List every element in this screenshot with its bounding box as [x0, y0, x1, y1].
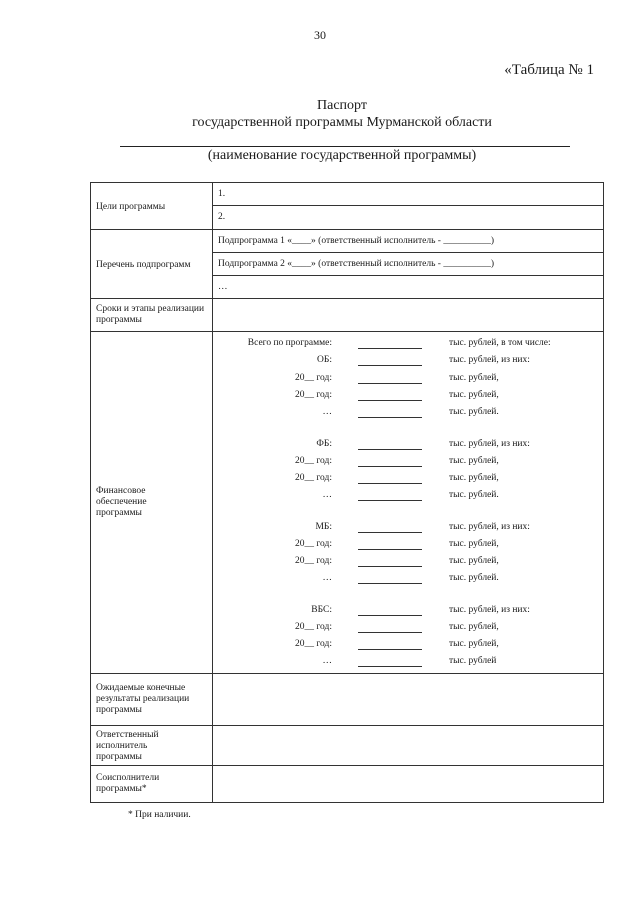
goal-item: 1.: [218, 189, 226, 199]
finance-row-name: 20__ год:: [295, 639, 332, 649]
finance-row-unit: тыс. рублей,: [449, 639, 499, 649]
executor-label: Ответственный исполнитель программы: [96, 730, 159, 762]
finance-row-name: МБ:: [315, 522, 332, 532]
finance-amount-blank: [358, 632, 422, 633]
finance-row-name: 20__ год:: [295, 539, 332, 549]
finance-row-unit: тыс. рублей,: [449, 539, 499, 549]
finance-row-name: 20__ год:: [295, 622, 332, 632]
finance-label: Финансовое обеспечение программы: [96, 486, 147, 518]
finance-amount-blank: [358, 417, 422, 418]
finance-row-name: 20__ год:: [295, 390, 332, 400]
finance-row-name: Всего по программе:: [247, 338, 332, 348]
finance-row-name: 20__ год:: [295, 456, 332, 466]
footnote: * При наличии.: [128, 810, 191, 820]
finance-row-unit: тыс. рублей,: [449, 473, 499, 483]
subprograms-label: Перечень подпрограмм: [96, 260, 191, 270]
finance-row-unit: тыс. рублей: [449, 656, 497, 666]
document-subtitle: государственной программы Мурманской области: [192, 115, 492, 130]
finance-row-name: 20__ год:: [295, 473, 332, 483]
finance-amount-blank: [358, 383, 422, 384]
finance-row-unit: тыс. рублей, в том числе:: [449, 338, 551, 348]
page-number: 30: [314, 28, 326, 42]
finance-row-unit: тыс. рублей, из них:: [449, 522, 530, 532]
finance-row-name: 20__ год:: [295, 556, 332, 566]
finance-row-name: 20__ год:: [295, 373, 332, 383]
finance-row-unit: тыс. рублей,: [449, 390, 499, 400]
finance-row-unit: тыс. рублей.: [449, 490, 499, 500]
document-title: Паспорт: [317, 98, 367, 113]
finance-row-name: …: [322, 407, 332, 417]
finance-row-name: ОБ:: [317, 355, 332, 365]
goals-label: Цели программы: [96, 202, 166, 212]
finance-row-name: …: [322, 573, 332, 583]
results-label: Ожидаемые конечные результаты реализации программы: [96, 683, 190, 715]
finance-amount-blank: [358, 566, 422, 567]
finance-row-unit: тыс. рублей,: [449, 622, 499, 632]
finance-row-unit: тыс. рублей.: [449, 407, 499, 417]
goal-item: 2.: [218, 212, 226, 222]
subprogram-item: …: [218, 282, 228, 292]
table-reference: «Таблица № 1: [504, 62, 594, 78]
finance-amount-blank: [358, 365, 422, 366]
finance-row-name: …: [322, 490, 332, 500]
finance-row-unit: тыс. рублей, из них:: [449, 355, 530, 365]
subprogram-item: Подпрограмма 1 «____» (ответственный исполнитель - __________): [218, 236, 494, 246]
finance-amount-blank: [358, 583, 422, 584]
finance-amount-blank: [358, 549, 422, 550]
finance-row-unit: тыс. рублей,: [449, 556, 499, 566]
finance-amount-blank: [358, 532, 422, 533]
program-name-caption: (наименование государственной программы): [207, 148, 477, 163]
coexecutors-label: Соисполнители программы*: [96, 773, 160, 794]
finance-amount-blank: [358, 400, 422, 401]
finance-amount-blank: [358, 500, 422, 501]
finance-row-unit: тыс. рублей, из них:: [449, 605, 530, 615]
finance-row-unit: тыс. рублей.: [449, 573, 499, 583]
finance-row-unit: тыс. рублей, из них:: [449, 439, 530, 449]
finance-row-name: ВБС:: [311, 605, 332, 615]
subprogram-item: Подпрограмма 2 «____» (ответственный исполнитель - __________): [218, 259, 494, 269]
finance-amount-blank: [358, 666, 422, 667]
terms-label: Сроки и этапы реализации программы: [96, 304, 205, 325]
finance-row-unit: тыс. рублей,: [449, 456, 499, 466]
finance-amount-blank: [358, 649, 422, 650]
finance-amount-blank: [358, 615, 422, 616]
finance-row-unit: тыс. рублей,: [449, 373, 499, 383]
finance-amount-blank: [358, 348, 422, 349]
finance-row-name: …: [322, 656, 332, 666]
finance-row-name: ФБ:: [316, 439, 332, 449]
finance-amount-blank: [358, 449, 422, 450]
finance-amount-blank: [358, 466, 422, 467]
finance-amount-blank: [358, 483, 422, 484]
